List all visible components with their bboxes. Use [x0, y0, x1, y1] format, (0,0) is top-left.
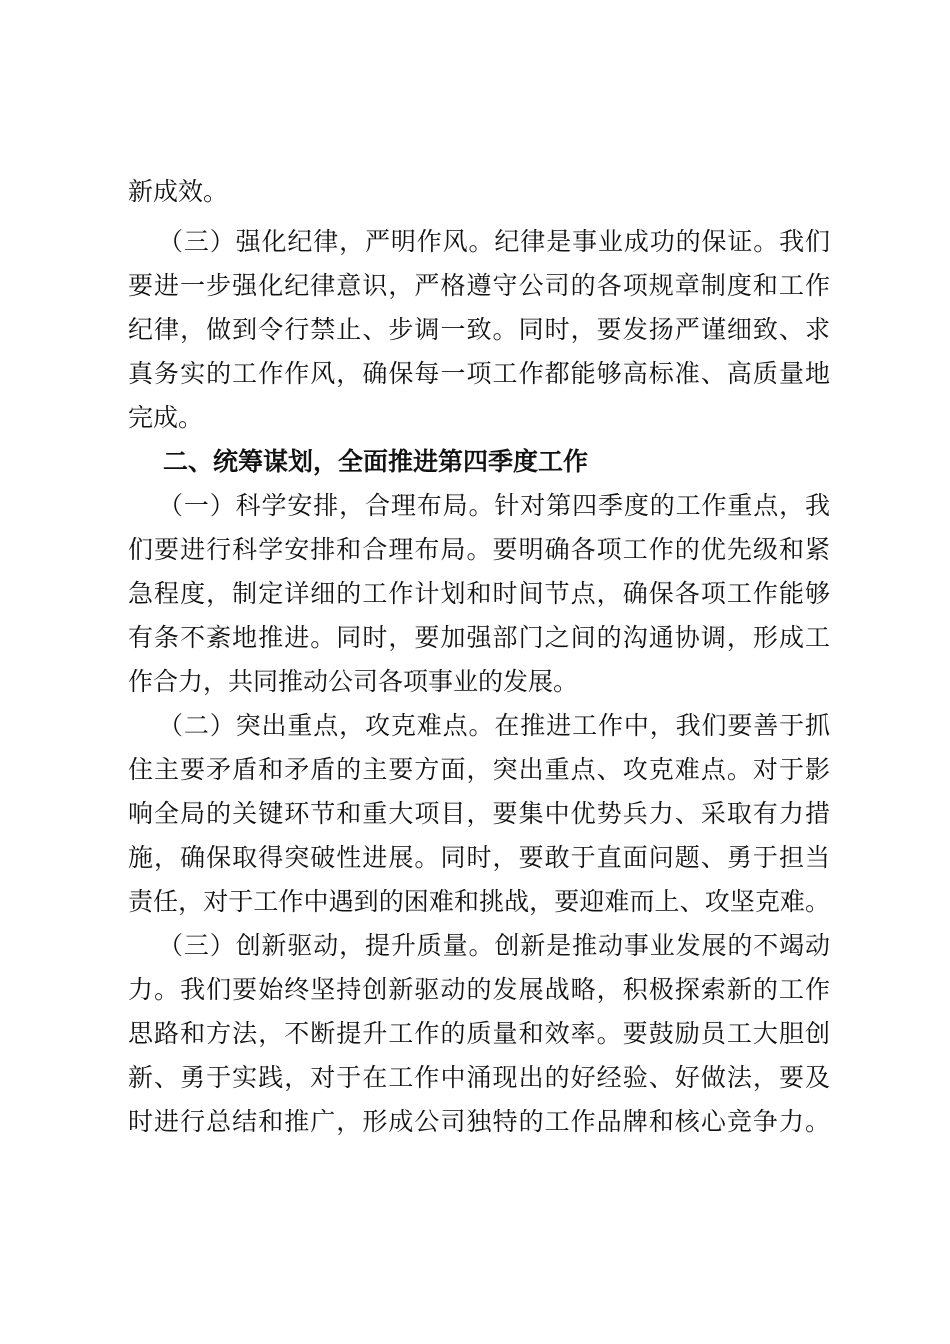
text-line: 责任，对于工作中遇到的困难和挑战，要迎难而上、攻坚克难。 — [128, 887, 830, 916]
document-page — [128, 170, 830, 1144]
text-line: 住主要矛盾和矛盾的主要方面，突出重点、攻克难点。对于影 — [128, 755, 830, 784]
section-heading: 二、统筹谋划，全面推进第四季度工作 — [163, 447, 589, 476]
text-line: 思路和方法，不断提升工作的质量和效率。要鼓励员工大胆创 — [128, 1019, 830, 1048]
text-line: 响全局的关键环节和重大项目，要集中优势兵力、采取有力措 — [128, 799, 830, 828]
text-line: 施，确保取得突破性进展。同时，要敢于直面问题、勇于担当 — [128, 843, 830, 872]
text-line: 急程度，制定详细的工作计划和时间节点，确保各项工作能够 — [128, 579, 830, 608]
text-line: 新、勇于实践，对于在工作中涌现出的好经验、好做法，要及 — [128, 1063, 830, 1092]
text-line: 有条不紊地推进。同时，要加强部门之间的沟通协调，形成工 — [128, 623, 830, 652]
text-line: 作合力，共同推动公司各项事业的发展。 — [128, 667, 579, 696]
text-line: 完成。 — [128, 403, 204, 432]
text-line: （二）突出重点，攻克难点。在推进工作中，我们要善于抓 — [158, 711, 830, 740]
text-line: （一）科学安排，合理布局。针对第四季度的工作重点，我 — [158, 491, 830, 520]
text-line: 们要进行科学安排和合理布局。要明确各项工作的优先级和紧 — [128, 535, 830, 564]
text-line: 真务实的工作作风，确保每一项工作都能够高标准、高质量地 — [128, 359, 830, 388]
text-line: 新成效。 — [128, 177, 229, 206]
text-line: （三）创新驱动，提升质量。创新是推动事业发展的不竭动 — [158, 931, 830, 960]
text-line: （三）强化纪律，严明作风。纪律是事业成功的保证。我们 — [158, 227, 830, 256]
text-line: 要进一步强化纪律意识，严格遵守公司的各项规章制度和工作 — [128, 271, 830, 300]
text-line: 时进行总结和推广，形成公司独特的工作品牌和核心竞争力。 — [128, 1107, 830, 1136]
text-line: 力。我们要始终坚持创新驱动的发展战略，积极探索新的工作 — [128, 975, 830, 1004]
text-line: 纪律，做到令行禁止、步调一致。同时，要发扬严谨细致、求 — [128, 315, 830, 344]
